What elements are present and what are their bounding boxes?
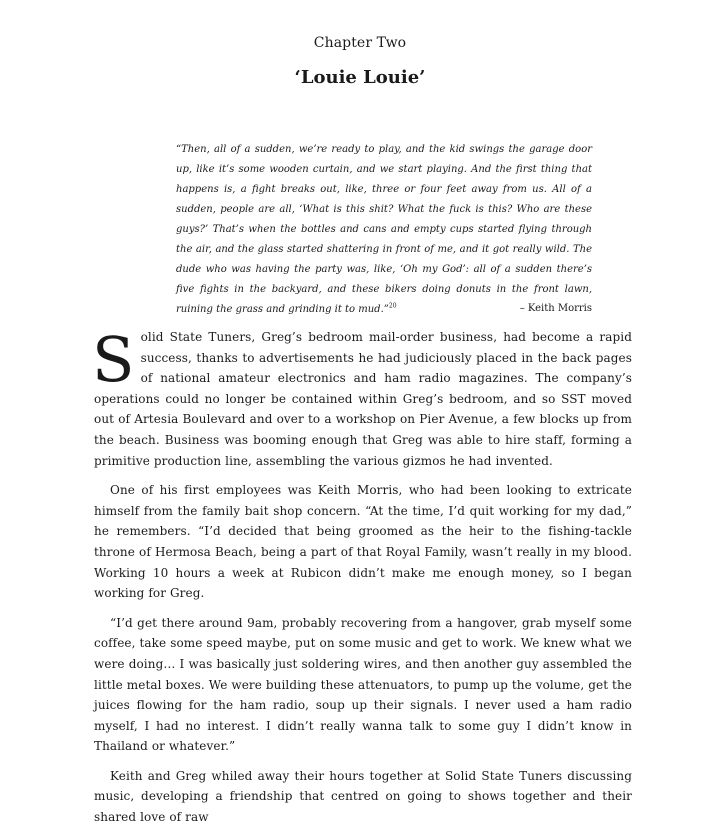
paragraph-4: Keith and Greg whiled away their hours together at Solid State Tuners discussing music, developing a friendship that centred on going to shows together and their shared love of raw (94, 768, 632, 825)
chapter-label: Chapter Two (313, 35, 407, 51)
paragraph-1-text: olid State Tuners, Greg’s bedroom mail-order business, had become a rapid success, thanks to advertisements he had judiciously placed in the back pages of national amateur electronics and ham radio magazines. The company’s operations could no longer be contained within Greg’s bedroom, and so SST moved out of Artesia Boulevard and over to a workshop on Pier Avenue, a few blocks up from the beach. Business was booming enough that Greg was able to hire staff, forming a primitive production line, assembling the various gizmos he had invented. (94, 330, 632, 468)
paragraph-2: One of his first employees was Keith Morris, who had been looking to extricate himself from the family bait shop concern. “At the time, I’d quit working for my dad,” he remembers. “I’d decided that being groomed as the heir to the fishing-tackle throne of Hermosa Beach, being a part of that Royal Family, wasn’t really in my blood. Working 10 hours a week at Rubicon didn’t make me enough money, so I began working for Greg. (94, 483, 632, 601)
epigraph-attribution: – Keith Morris (519, 303, 592, 314)
paragraph-1 (92, 323, 632, 471)
paragraph-3: “I’d get there around 9am, probably recovering from a hangover, grab myself some coffee, take some speed maybe, put on some music and get to work. We knew what we were doing… I was basically just soldering wires, and then another guy assembled the little metal boxes. We were building these attenuators, to pump up the volume, get the juices flowing for the ham radio, soup up their signals. I never used a ham radio myself, I had no interest. I didn’t really wanna talk to some guy I didn’t know in Thailand or whatever.” (94, 615, 632, 754)
epigraph-text: “Then, all of a sudden, we’re ready to play, and the kid swings the garage door up, like it’s some wooden curtain, and we start playing. And the first thing that happens is, a fight breaks out, like, three or four feet away from us. All of a sudden, people are all, ‘What is this shit? What the fuck is this? Who are these guys?’ That’s when the bottles and cans and empty cups started flying through the air, and the glass started shattering in front of me, and it got really wild. The dude who was having the party was, like, ‘Oh my God’: all of a sudden there’s five fights in the backyard, and these bikers doing donuts in the front lawn, ruining the grass and grinding it to mud.” (176, 144, 592, 315)
footnote-ref[interactable]: 20 (388, 302, 397, 310)
drop-cap: S (92, 323, 135, 396)
body-text (92, 323, 632, 837)
epigraph-quote (176, 140, 592, 320)
chapter-title: ‘Louie Louie’ (294, 67, 426, 88)
